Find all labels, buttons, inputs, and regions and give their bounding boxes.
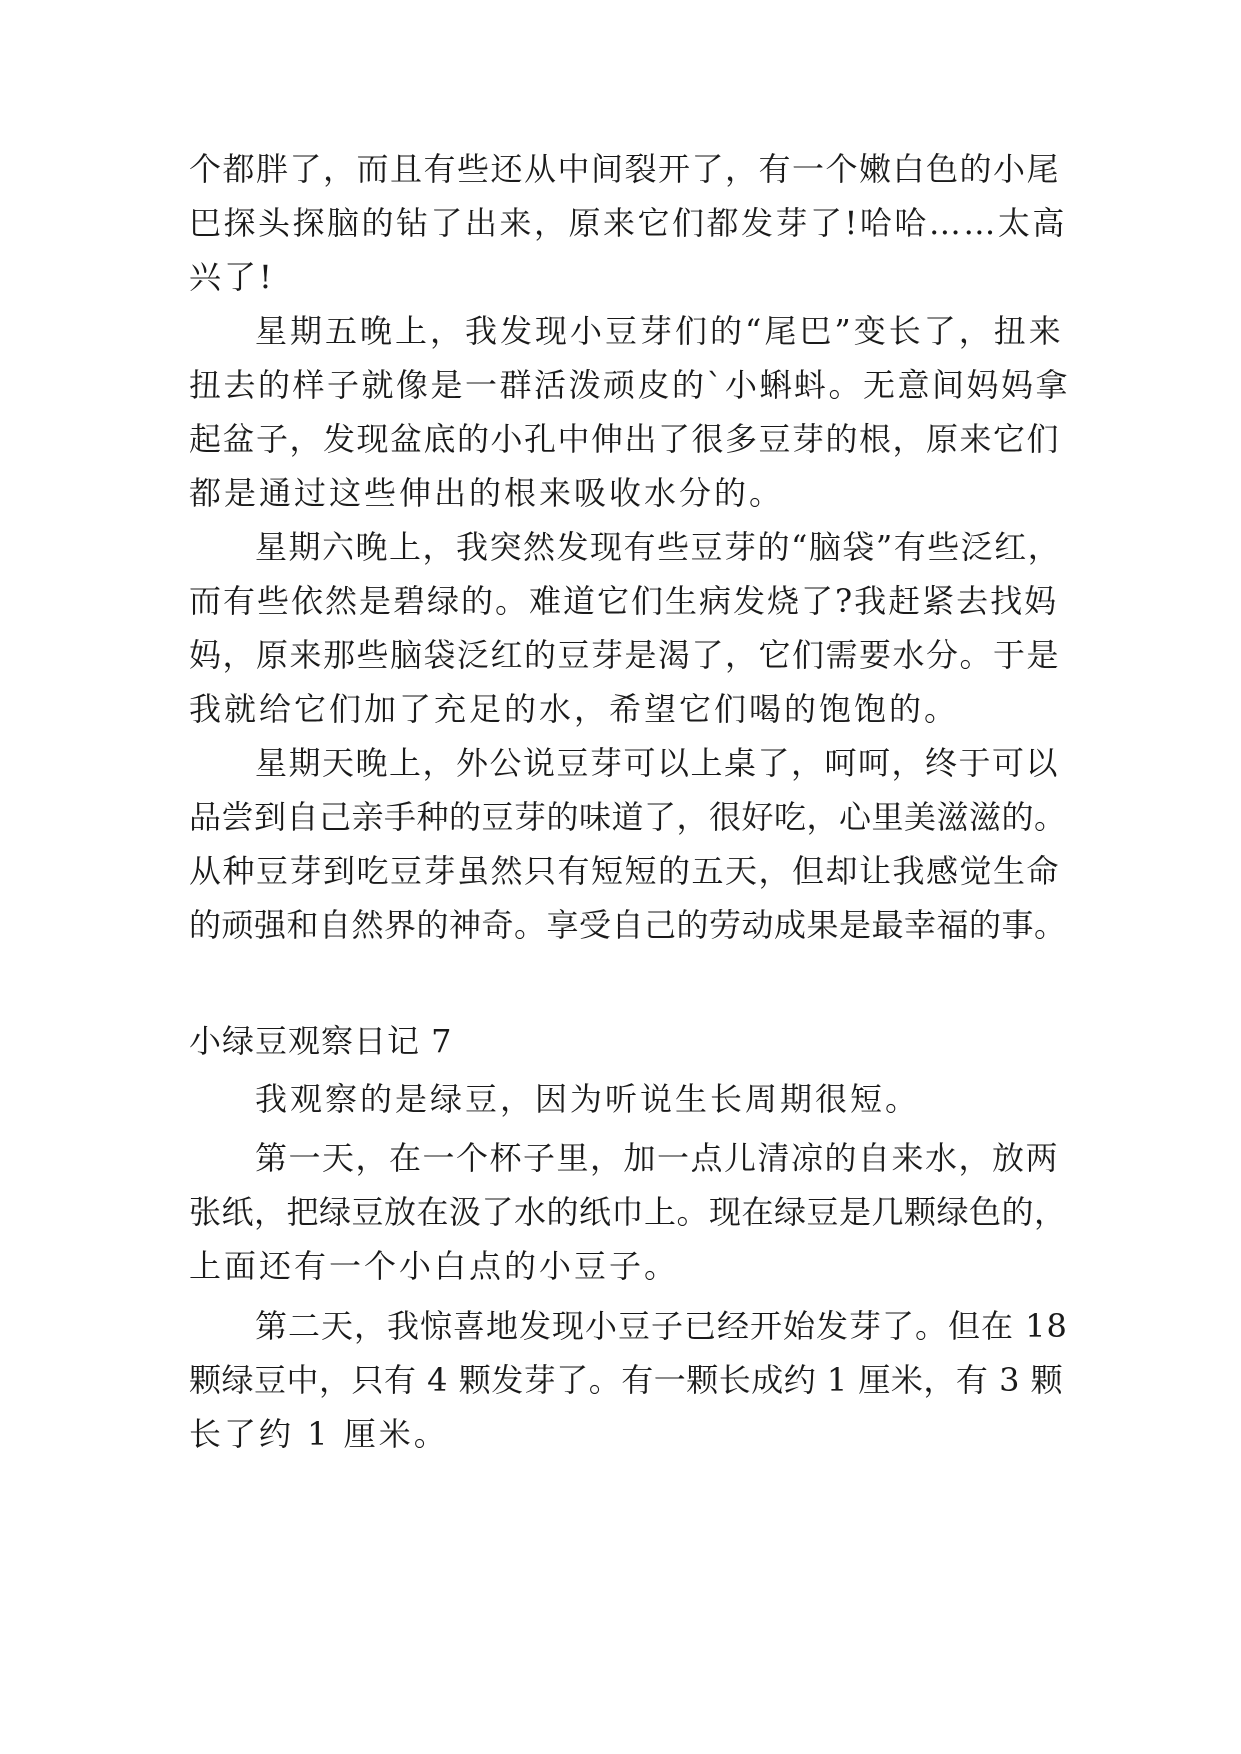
text-line: 而有些依然是碧绿的。难道它们生病发烧了?我赶紧去找妈 xyxy=(189,582,1059,620)
text-line: 起盆子，发现盆底的小孔中伸出了很多豆芽的根，原来它们 xyxy=(189,420,1061,458)
text-line: 星期六晚上，我突然发现有些豆芽的“脑袋”有些泛红， xyxy=(255,528,1062,566)
text-line: 兴了! xyxy=(189,258,275,296)
text-line: 品尝到自己亲手种的豆芽的味道了，很好吃，心里美滋滋的。 xyxy=(189,798,1067,836)
text-line: 星期五晚上，我发现小豆芽们的“尾巴”变长了，扭来 xyxy=(255,312,1064,350)
text-line: 个都胖了，而且有些还从中间裂开了，有一个嫩白色的小尾 xyxy=(189,150,1061,188)
text-line: 我就给它们加了充足的水，希望它们喝的饱饱的。 xyxy=(189,690,960,728)
text-line: 巴探头探脑的钻了出来，原来它们都发芽了!哈哈……太高 xyxy=(189,204,1067,242)
text-line: 张纸，把绿豆放在汲了水的纸巾上。现在绿豆是几颗绿色的， xyxy=(189,1193,1067,1231)
text-line: 的顽强和自然界的神奇。享受自己的劳动成果是最幸福的事。 xyxy=(189,906,1067,944)
text-line: 第一天，在一个杯子里，加一点儿清凉的自来水，放两 xyxy=(255,1139,1060,1177)
text-line: 上面还有一个小白点的小豆子。 xyxy=(189,1247,680,1285)
text-line: 妈，原来那些脑袋泛红的豆芽是渴了，它们需要水分。于是 xyxy=(189,636,1061,674)
section-title: 小绿豆观察日记 7 xyxy=(189,1022,453,1060)
text-line: 长了约 1 厘米。 xyxy=(189,1415,449,1453)
text-line: 扭去的样子就像是一群活泼顽皮的`小蝌蚪。无意间妈妈拿 xyxy=(189,366,1071,404)
text-line: 颗绿豆中，只有 4 颗发芽了。有一颗长成约 1 厘米，有 3 颗 xyxy=(189,1361,1064,1399)
text-line: 都是通过这些伸出的根来吸收水分的。 xyxy=(189,474,785,512)
text-line: 第二天，我惊喜地发现小豆子已经开始发芽了。但在 18 xyxy=(255,1307,1068,1345)
text-line: 星期天晚上，外公说豆芽可以上桌了，呵呵，终于可以 xyxy=(255,744,1060,782)
text-line: 我观察的是绿豆，因为听说生长周期很短。 xyxy=(255,1080,921,1118)
text-line: 从种豆芽到吃豆芽虽然只有短短的五天，但却让我感觉生命 xyxy=(189,852,1061,890)
